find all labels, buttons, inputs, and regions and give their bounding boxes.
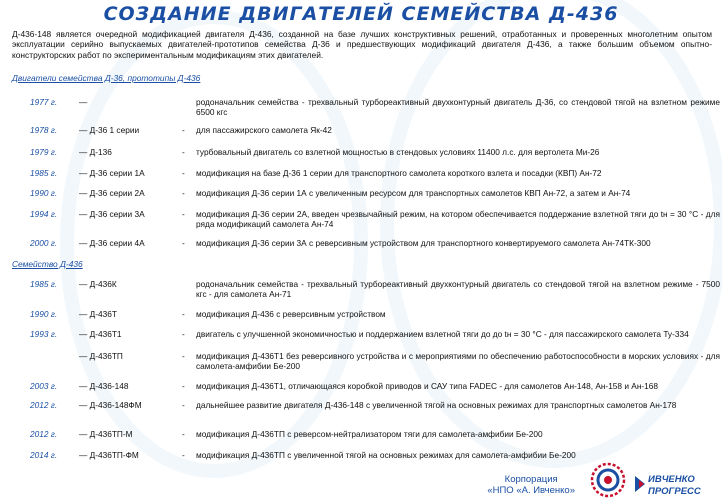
brand-line-2: ПРОГРЕСС — [648, 486, 701, 497]
brand-line-1: ИВЧЕНКО — [648, 474, 695, 485]
corp-line-1: Корпорация — [504, 474, 558, 485]
row-year: 1990 г. — [30, 309, 58, 319]
row-description: родоначальник семейства - трехвальный турбореактивный двухконтурный двигатель со стендовой тягой на взлетном режиме - 7500 кгс - для самолета Ан-71 — [196, 279, 720, 299]
row-description: модификация Д-436Т1, отличающаяся коробкой приводов и САУ типа FADEC - для самолетов Ан-148, Ан-158 и Ан-168 — [196, 381, 659, 391]
row-engine: — Д-436К — [79, 279, 117, 289]
row-dash: - — [182, 147, 185, 157]
row-year: 1977 г. — [30, 97, 58, 107]
row-year: 1993 г. — [30, 329, 58, 339]
row-year: 2000 г. — [30, 238, 58, 248]
section-heading-d436: Семейство Д-436 — [12, 259, 83, 269]
row-year: 1985 г. — [30, 168, 58, 178]
brand-logo-text — [648, 474, 701, 498]
row-engine: — Д-436ТП-М — [79, 429, 133, 439]
row-dash: - — [182, 209, 185, 219]
row-engine: — Д-436Т — [79, 309, 117, 319]
row-year: 2014 г. — [30, 450, 58, 460]
row-dash: - — [182, 238, 185, 248]
row-year: 1979 г. — [30, 147, 58, 157]
section-heading-d36: Двигатели семейства Д-36, прототипы Д-436 — [12, 73, 201, 83]
row-year: 1990 г. — [30, 188, 58, 198]
row-description: модификация Д-436 с реверсивным устройством — [196, 309, 386, 319]
row-year: 1978 г. — [30, 125, 58, 135]
emblem-logo — [586, 462, 630, 498]
row-dash: - — [182, 188, 185, 198]
row-year: 2012 г. — [30, 400, 58, 410]
row-engine: — Д-436-148ФМ — [79, 400, 142, 410]
intro-paragraph: Д-436-148 является очередной модификацией двигателя Д-436, созданной на базе лучших конструктивных решений, отработанных и проверенных многолетним опытом эксплуатации серийно выпускаемых двигателей-прототипов семейства Д-36 и предшествующих модификаций двигателя Д-436, а также большим объемом опытно-конструкторских работ по экспериментальным модификациям этих двигателей. — [12, 29, 712, 60]
row-year: 1985 г. — [30, 279, 58, 289]
row-description: модификация Д-436ТП с реверсом-нейтрализатором тяги для самолета-амфибии Бе-200 — [196, 429, 543, 439]
row-year: 1994 г. — [30, 209, 58, 219]
row-dash: - — [182, 125, 185, 135]
row-description: модификация Д-36 серии 3А с реверсивным устройством для транспортного конвертируемого самолета Ан-74ТК-300 — [196, 238, 651, 248]
row-engine: — Д-436ТП — [79, 351, 123, 361]
row-engine: — Д-36 серии 4А — [79, 238, 145, 248]
row-dash: - — [182, 309, 185, 319]
row-engine: — Д-436Т1 — [79, 329, 122, 339]
row-dash: - — [182, 429, 185, 439]
row-engine: — Д-136 — [79, 147, 112, 157]
row-description: турбовальный двигатель со взлетной мощностью в стендовых условиях 11400 л.с. для вертолета Ми-26 — [196, 147, 600, 157]
row-description: модификация Д-436Т1 без реверсивного устройства и с мероприятиями по обеспечению работоспособности в морских условиях - для самолета-амфибии Бе-200 — [196, 351, 720, 371]
watermark-engine-ring — [380, 0, 722, 468]
row-description: модификация Д-36 серии 2А, введен чрезвычайный режим, на котором обеспечивается поддержание взлетной тяги до tн = 30 °С - для ряда модификаций самолета Ан-74 — [196, 209, 720, 229]
row-description: двигатель с улучшенной экономичностью и поддержанием взлетной тяги до до tн = 30 °С - для пассажирского самолета Ту-334 — [196, 329, 689, 339]
row-dash: - — [182, 351, 185, 361]
row-description: для пассажирского самолета Як-42 — [196, 125, 332, 135]
corp-line-2: «НПО «А. Ивченко» — [487, 485, 575, 496]
row-description: модификация Д-36 серии 1А с увеличенным ресурсом для транспортных самолетов КВП Ан-72, а затем и Ан-74 — [196, 188, 631, 198]
page-title: СОЗДАНИЕ ДВИГАТЕЛЕЙ СЕМЕЙСТВА Д-436 — [103, 3, 619, 25]
row-engine: — Д-36 1 серии — [79, 125, 140, 135]
row-engine: — Д-436ТП-ФМ — [79, 450, 139, 460]
corporation-name — [487, 474, 575, 496]
row-description: родоначальник семейства - трехвальный турбореактивный двухконтурный двигатель Д-36, со стендовой тягой на взлетном режиме 6500 кгс — [196, 97, 720, 117]
row-dash: - — [182, 400, 185, 410]
row-dash: - — [182, 450, 185, 460]
row-year: 2003 г. — [30, 381, 58, 391]
row-engine: — Д-36 серии 1А — [79, 168, 145, 178]
row-description: дальнейшее развитие двигателя Д-436-148 с увеличенной тягой на основных режимах для транспортных самолетов Ан-178 — [196, 400, 677, 410]
ivchenko-progress-logo-icon — [633, 474, 647, 494]
row-dash: - — [182, 168, 185, 178]
row-engine: — — [79, 97, 88, 107]
row-engine: — Д-36 серии 2А — [79, 188, 145, 198]
row-description: модификация Д-436ТП с увеличенной тягой на основных режимах для самолета-амфибии Бе-200 — [196, 450, 576, 460]
row-dash: - — [182, 381, 185, 391]
row-engine: — Д-436-148 — [79, 381, 129, 391]
row-description: модификация на базе Д-36 1 серии для транспортного самолета короткого взлета и посадки (КВП) Ан-72 — [196, 168, 602, 178]
row-engine: — Д-36 серии 3А — [79, 209, 145, 219]
row-dash: - — [182, 329, 185, 339]
row-year: 2012 г. — [30, 429, 58, 439]
